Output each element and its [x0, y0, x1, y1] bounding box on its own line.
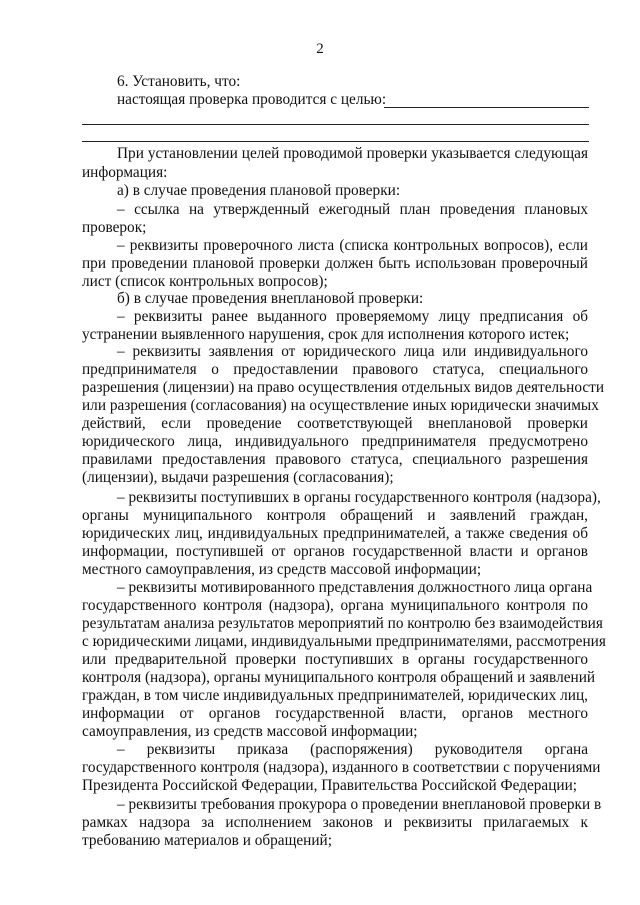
section-b-item-5-line: государственного контроля (надзора), изданного в соответствии с поручениями: [82, 759, 601, 776]
section-a-item-1-line: – ссылка на утвержденный ежегодный план проведения плановых: [117, 201, 588, 218]
section-a-item-2-line: – реквизиты проверочного листа (списка контрольных вопросов), если: [117, 237, 588, 254]
section-b-item-5-line: – реквизиты приказа (распоряжения) руководителя органа: [117, 741, 588, 758]
section-a-item-2-line: лист (список контрольных вопросов);: [82, 273, 328, 290]
section-b-item-4-line: самоуправления, из средств массовой информации;: [82, 723, 418, 740]
section-b-item-4-line: контроля (надзора), органы муниципального контроля обращений и заявлений: [82, 669, 596, 686]
section-b-item-1-line: устранении выявленного нарушения, срок для исполнения которого истек;: [82, 326, 570, 343]
blank-line-1: [82, 124, 589, 125]
section-b-item-3-line: – реквизиты поступивших в органы государственного контроля (надзора),: [117, 489, 601, 506]
purpose-blank-line: [384, 107, 589, 108]
item6-heading: 6. Установить, что:: [117, 73, 241, 90]
section-b-item-5-line: Президента Российской Федерации, Правительства Российской Федерации;: [82, 777, 578, 794]
section-b-item-6-line: рамках надзора за исполнением законов и реквизиты прилагаемых к: [82, 814, 588, 831]
section-b-item-4-line: или предварительной проверки поступивших в органы государственного: [82, 651, 588, 668]
section-b-item-2-line: предпринимателя о предоставлении правового статуса, специального: [82, 361, 588, 378]
section-a-item-2-line: при проведении плановой проверки должен быть использован проверочный: [82, 255, 588, 272]
section-b-item-3-line: местного самоуправления, из средств массовой информации;: [82, 561, 482, 578]
section-b-item-3-line: органы муниципального контроля обращений и заявлений граждан,: [82, 507, 588, 524]
section-b-item-2-line: правилами предоставления правового статуса, специального разрешения: [82, 451, 588, 468]
purpose-label: настоящая проверка проводится с целью:: [117, 91, 387, 108]
section-b-item-6-line: – реквизиты требования прокурора о проведении внеплановой проверки в: [117, 796, 602, 813]
section-b-item-4-line: с юридическими лицами, индивидуальными предпринимателями, рассмотрения: [82, 633, 606, 650]
section-b-item-6-line: требованию материалов и обращений;: [82, 832, 332, 849]
section-a-heading: а) в случае проведения плановой проверки:: [117, 182, 401, 199]
section-b-item-4-line: результатам анализа результатов мероприятий по контролю без взаимодействия: [82, 615, 603, 632]
section-b-item-2-line: юридического лица, индивидуального предпринимателя предусмотрено: [82, 433, 588, 450]
section-b-item-2-line: (лицензии), выдачи разрешения (согласования);: [82, 469, 394, 486]
section-b-item-2-line: – реквизиты заявления от юридического лица или индивидуального: [117, 343, 588, 360]
section-a-item-1-line: проверок;: [82, 219, 147, 236]
section-b-item-3-line: юридических лиц, индивидуальных предпринимателей, а также сведения об: [82, 525, 588, 542]
section-b-item-4-line: государственного контроля (надзора), органа муниципального контроля по: [82, 597, 588, 614]
section-b-item-2-line: действий, если проведение соответствующей внеплановой проверки: [82, 415, 588, 432]
section-b-item-4-line: – реквизиты мотивированного представления должностного лица органа: [117, 579, 593, 596]
section-b-item-2-line: разрешения (лицензии) на право осуществления отдельных видов деятельности: [82, 379, 605, 396]
page-number: 2: [316, 41, 324, 57]
blank-line-2: [82, 141, 589, 142]
section-b-item-4-line: граждан, в том числе индивидуальных предпринимателей, юридических лиц,: [82, 687, 588, 704]
section-b-item-3-line: информации, поступившей от органов государственной власти и органов: [82, 543, 588, 560]
section-b-item-2-line: или разрешения (согласования) на осуществление иных юридически значимых: [82, 397, 599, 414]
info-intro-line2: информация:: [82, 164, 168, 181]
section-b-item-4-line: информации от органов государственной власти, органов местного: [82, 705, 588, 722]
section-b-item-1-line: – реквизиты ранее выданного проверяемому лицу предписания об: [117, 308, 588, 325]
info-intro-line1: При установлении целей проводимой проверки указывается следующая: [117, 145, 588, 162]
section-b-heading: б) в случае проведения внеплановой проверки:: [117, 290, 424, 307]
